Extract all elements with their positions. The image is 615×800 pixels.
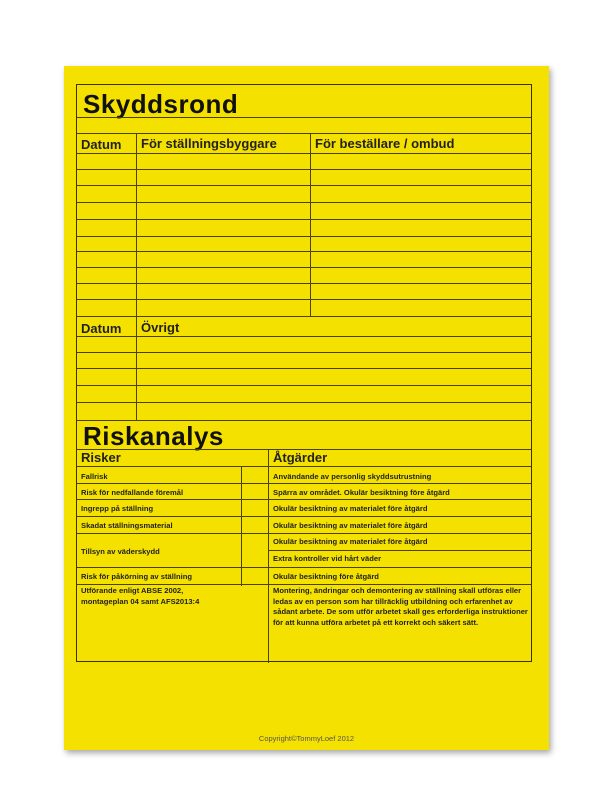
skyddsrond-form-card [64, 66, 549, 750]
risk-item: Fallrisk [81, 472, 108, 481]
skyddsrond-row-line [77, 153, 531, 154]
skyddsrond-row-line [77, 133, 531, 134]
skyddsrond-title: Skyddsrond [83, 89, 239, 119]
risk-item: Risk för påkörning av ställning [81, 572, 192, 581]
skyddsrond-row-line [77, 169, 531, 170]
skyddsrond-row-line [77, 299, 531, 300]
skyddsrond-row-line [77, 117, 531, 118]
action-item: Okulär besiktning före åtgärd [273, 572, 379, 581]
skyddsrond-row-line [77, 219, 531, 220]
riskanalys-row-line [268, 550, 531, 551]
riskanalys-row-line [77, 466, 531, 467]
byggare-column-divider [310, 133, 311, 316]
col-header-stallningsbyggare: För ställningsbyggare [141, 136, 277, 151]
col-header-atgarder: Åtgärder [273, 450, 328, 465]
col-header-bestallare: För beställare / ombud [315, 136, 455, 151]
risk-action-divider [268, 449, 269, 663]
skyddsrond-row-line [77, 236, 531, 237]
col-header-datum: Datum [81, 137, 122, 152]
riskanalys-row-line [77, 533, 531, 534]
risk-check-divider-left [241, 466, 242, 586]
risk-item: Risk för nedfallande föremål [81, 488, 184, 497]
action-item: Extra kontroller vid hårt väder [273, 554, 382, 563]
col-header-ovrigt: Övrigt [141, 320, 180, 335]
riskanalys-row-line [77, 516, 531, 517]
riskanalys-row-line [77, 499, 531, 500]
skyddsrond-row-line [77, 368, 531, 369]
skyddsrond-row-line [77, 185, 531, 186]
skyddsrond-row-line [77, 267, 531, 268]
riskanalys-row-line [77, 567, 531, 568]
skyddsrond-row-line [77, 251, 531, 252]
footer-right-note: Montering, ändringar och demontering av ställning skall utföras eller ledas av en person som har tillräcklig utbildning och erfarenhet av sådant arbete. De som utför arbetet skall ges erforderliga instruktioner för att kunna utföra arbetet på ett korrekt och säkert sätt. [273, 586, 528, 627]
skyddsrond-row-line [77, 402, 531, 403]
skyddsrond-row-line [77, 336, 531, 337]
skyddsrond-row-line [77, 385, 531, 386]
col-header-risker: Risker [81, 450, 121, 465]
risk-item: Skadat ställningsmaterial [81, 521, 173, 530]
copyright-text: Copyright©TommyLoef 2012 [258, 734, 355, 743]
action-item: Spärra av området. Okulär besiktning före åtgärd [273, 488, 450, 497]
skyddsrond-row-line [77, 420, 531, 421]
riskanalys-title: Riskanalys [83, 421, 224, 451]
riskanalys-header-line [77, 449, 531, 450]
datum-column-divider [136, 133, 137, 420]
action-item: Användande av personlig skyddsutrustning [273, 472, 432, 481]
riskanalys-row-line [77, 483, 531, 484]
footer-left-note: Utförande enligt ABSE 2002, montageplan 04 samt AFS2013:4 [81, 586, 200, 606]
skyddsrond-row-line [77, 352, 531, 353]
col-header-datum-ovrigt: Datum [81, 321, 122, 336]
action-item: Okulär besiktning av materialet före åtgärd [273, 537, 428, 546]
riskanalys-row-line [77, 584, 531, 585]
risk-item: Tillsyn av väderskydd [81, 547, 160, 556]
action-item: Okulär besiktning av materialet före åtgärd [273, 504, 428, 513]
skyddsrond-row-line [77, 283, 531, 284]
form-frame [76, 84, 532, 662]
skyddsrond-row-line [77, 202, 531, 203]
risk-item: Ingrepp på ställning [81, 504, 154, 513]
skyddsrond-row-line [77, 316, 531, 317]
action-item: Okulär besiktning av materialet före åtgärd [273, 521, 428, 530]
